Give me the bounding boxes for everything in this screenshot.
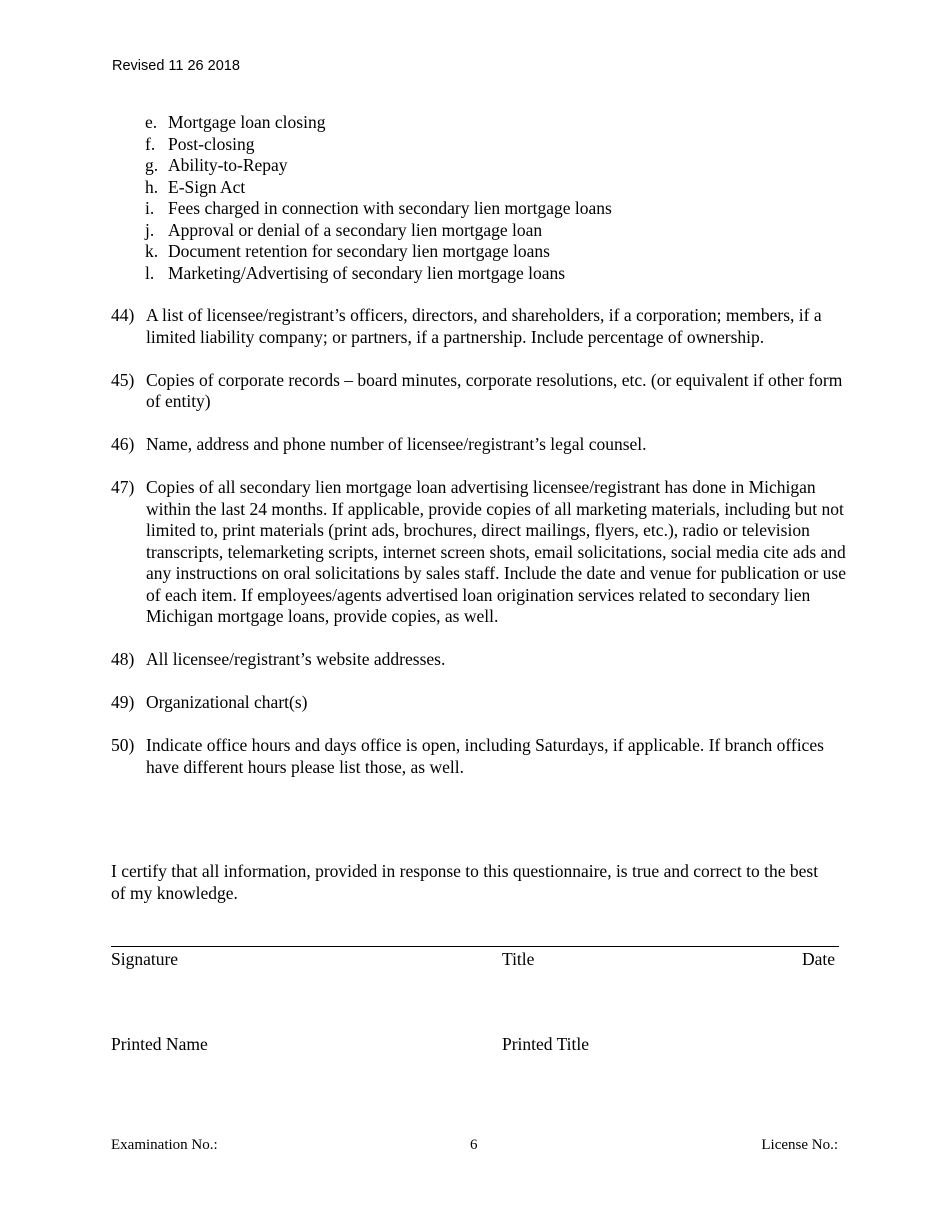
item-number: 50) xyxy=(111,735,135,755)
list-item xyxy=(145,220,865,242)
item-text: A list of licensee/registrant’s officers, directors, and shareholders, if a corporation; members, if a limited liability company; or partners, if a partnership. Include percentage of ownership. xyxy=(146,305,822,347)
item-letter: j. xyxy=(145,219,155,240)
list-item xyxy=(145,112,865,134)
signature-line xyxy=(111,946,839,947)
item-letter: k. xyxy=(145,241,159,261)
item-letter: i. xyxy=(145,198,155,218)
item-text: All licensee/registrant’s website addresses. xyxy=(146,649,446,669)
questionnaire-items xyxy=(111,305,851,778)
item-text: Indicate office hours and days office is open, including Saturdays, if applicable. If branch offices have different hours please list those, as well. xyxy=(146,735,824,777)
item-letter: f. xyxy=(145,133,156,154)
item-number: 47) xyxy=(111,477,135,497)
item-number: 49) xyxy=(111,692,135,712)
item-number: 48) xyxy=(111,649,135,669)
item-text: Organizational chart(s) xyxy=(146,692,308,712)
questionnaire-item-46 xyxy=(111,434,851,456)
questionnaire-item-49 xyxy=(111,692,851,714)
item-text: Mortgage loan closing xyxy=(168,112,326,132)
item-text: Approval or denial of a secondary lien mortgage loan xyxy=(168,219,543,240)
page-number: 6 xyxy=(470,1137,478,1153)
questionnaire-item-45 xyxy=(111,370,851,413)
training-topics-sublist xyxy=(145,112,865,284)
item-letter: e. xyxy=(145,112,158,132)
list-item xyxy=(145,177,865,199)
title-label: Title xyxy=(502,949,535,969)
certification-statement: I certify that all information, provided in response to this questionnaire, is true and correct to the best of my knowledge. xyxy=(111,861,819,903)
questionnaire-item-44 xyxy=(111,305,851,348)
item-letter: l. xyxy=(145,262,155,283)
printed-title-label: Printed Title xyxy=(502,1034,590,1054)
item-text: Copies of corporate records – board minutes, corporate resolutions, etc. (or equivalent if other form of entity) xyxy=(146,369,843,411)
item-letter: h. xyxy=(145,176,159,197)
item-text: Post-closing xyxy=(168,133,255,154)
item-text: Name, address and phone number of licensee/registrant’s legal counsel. xyxy=(146,434,647,454)
list-item xyxy=(145,198,865,220)
license-number-label: License No.: xyxy=(761,1137,838,1153)
list-item xyxy=(145,155,865,177)
list-item xyxy=(145,263,865,285)
list-item xyxy=(145,134,865,156)
signature-label: Signature xyxy=(111,949,179,969)
item-text: Marketing/Advertising of secondary lien mortgage loans xyxy=(168,262,566,283)
date-label: Date xyxy=(801,949,835,969)
revised-date: Revised 11 26 2018 xyxy=(112,58,240,74)
item-text: Document retention for secondary lien mortgage loans xyxy=(168,241,550,261)
item-text: E-Sign Act xyxy=(168,176,246,197)
item-letter: g. xyxy=(145,155,159,175)
item-number: 44) xyxy=(111,305,135,325)
questionnaire-item-50 xyxy=(111,735,851,778)
item-number: 46) xyxy=(111,434,135,454)
printed-name-label: Printed Name xyxy=(111,1034,208,1054)
item-text: Fees charged in connection with secondary lien mortgage loans xyxy=(168,198,612,218)
item-number: 45) xyxy=(111,369,135,390)
list-item xyxy=(145,241,865,263)
item-text: Ability-to-Repay xyxy=(168,155,288,175)
examination-number-label: Examination No.: xyxy=(111,1137,218,1153)
item-text: Copies of all secondary lien mortgage loan advertising licensee/registrant has done in Michigan within the last 24 months. If applicable, provide copies of all marketing materials, including but not limited to, print materials (print ads, brochures, direct mailings, flyers, etc.), radio or television transcripts, telemarketing scripts, internet screen shots, email solicitations, social media cite ads and any instructions on oral solicitations by sales staff. Include the date and venue for publication or use of each item. If employees/agents advertised loan origination services related to secondary lien Michigan mortgage loans, provide copies, as well. xyxy=(146,477,846,626)
questionnaire-item-48 xyxy=(111,649,851,671)
questionnaire-item-47 xyxy=(111,477,851,628)
